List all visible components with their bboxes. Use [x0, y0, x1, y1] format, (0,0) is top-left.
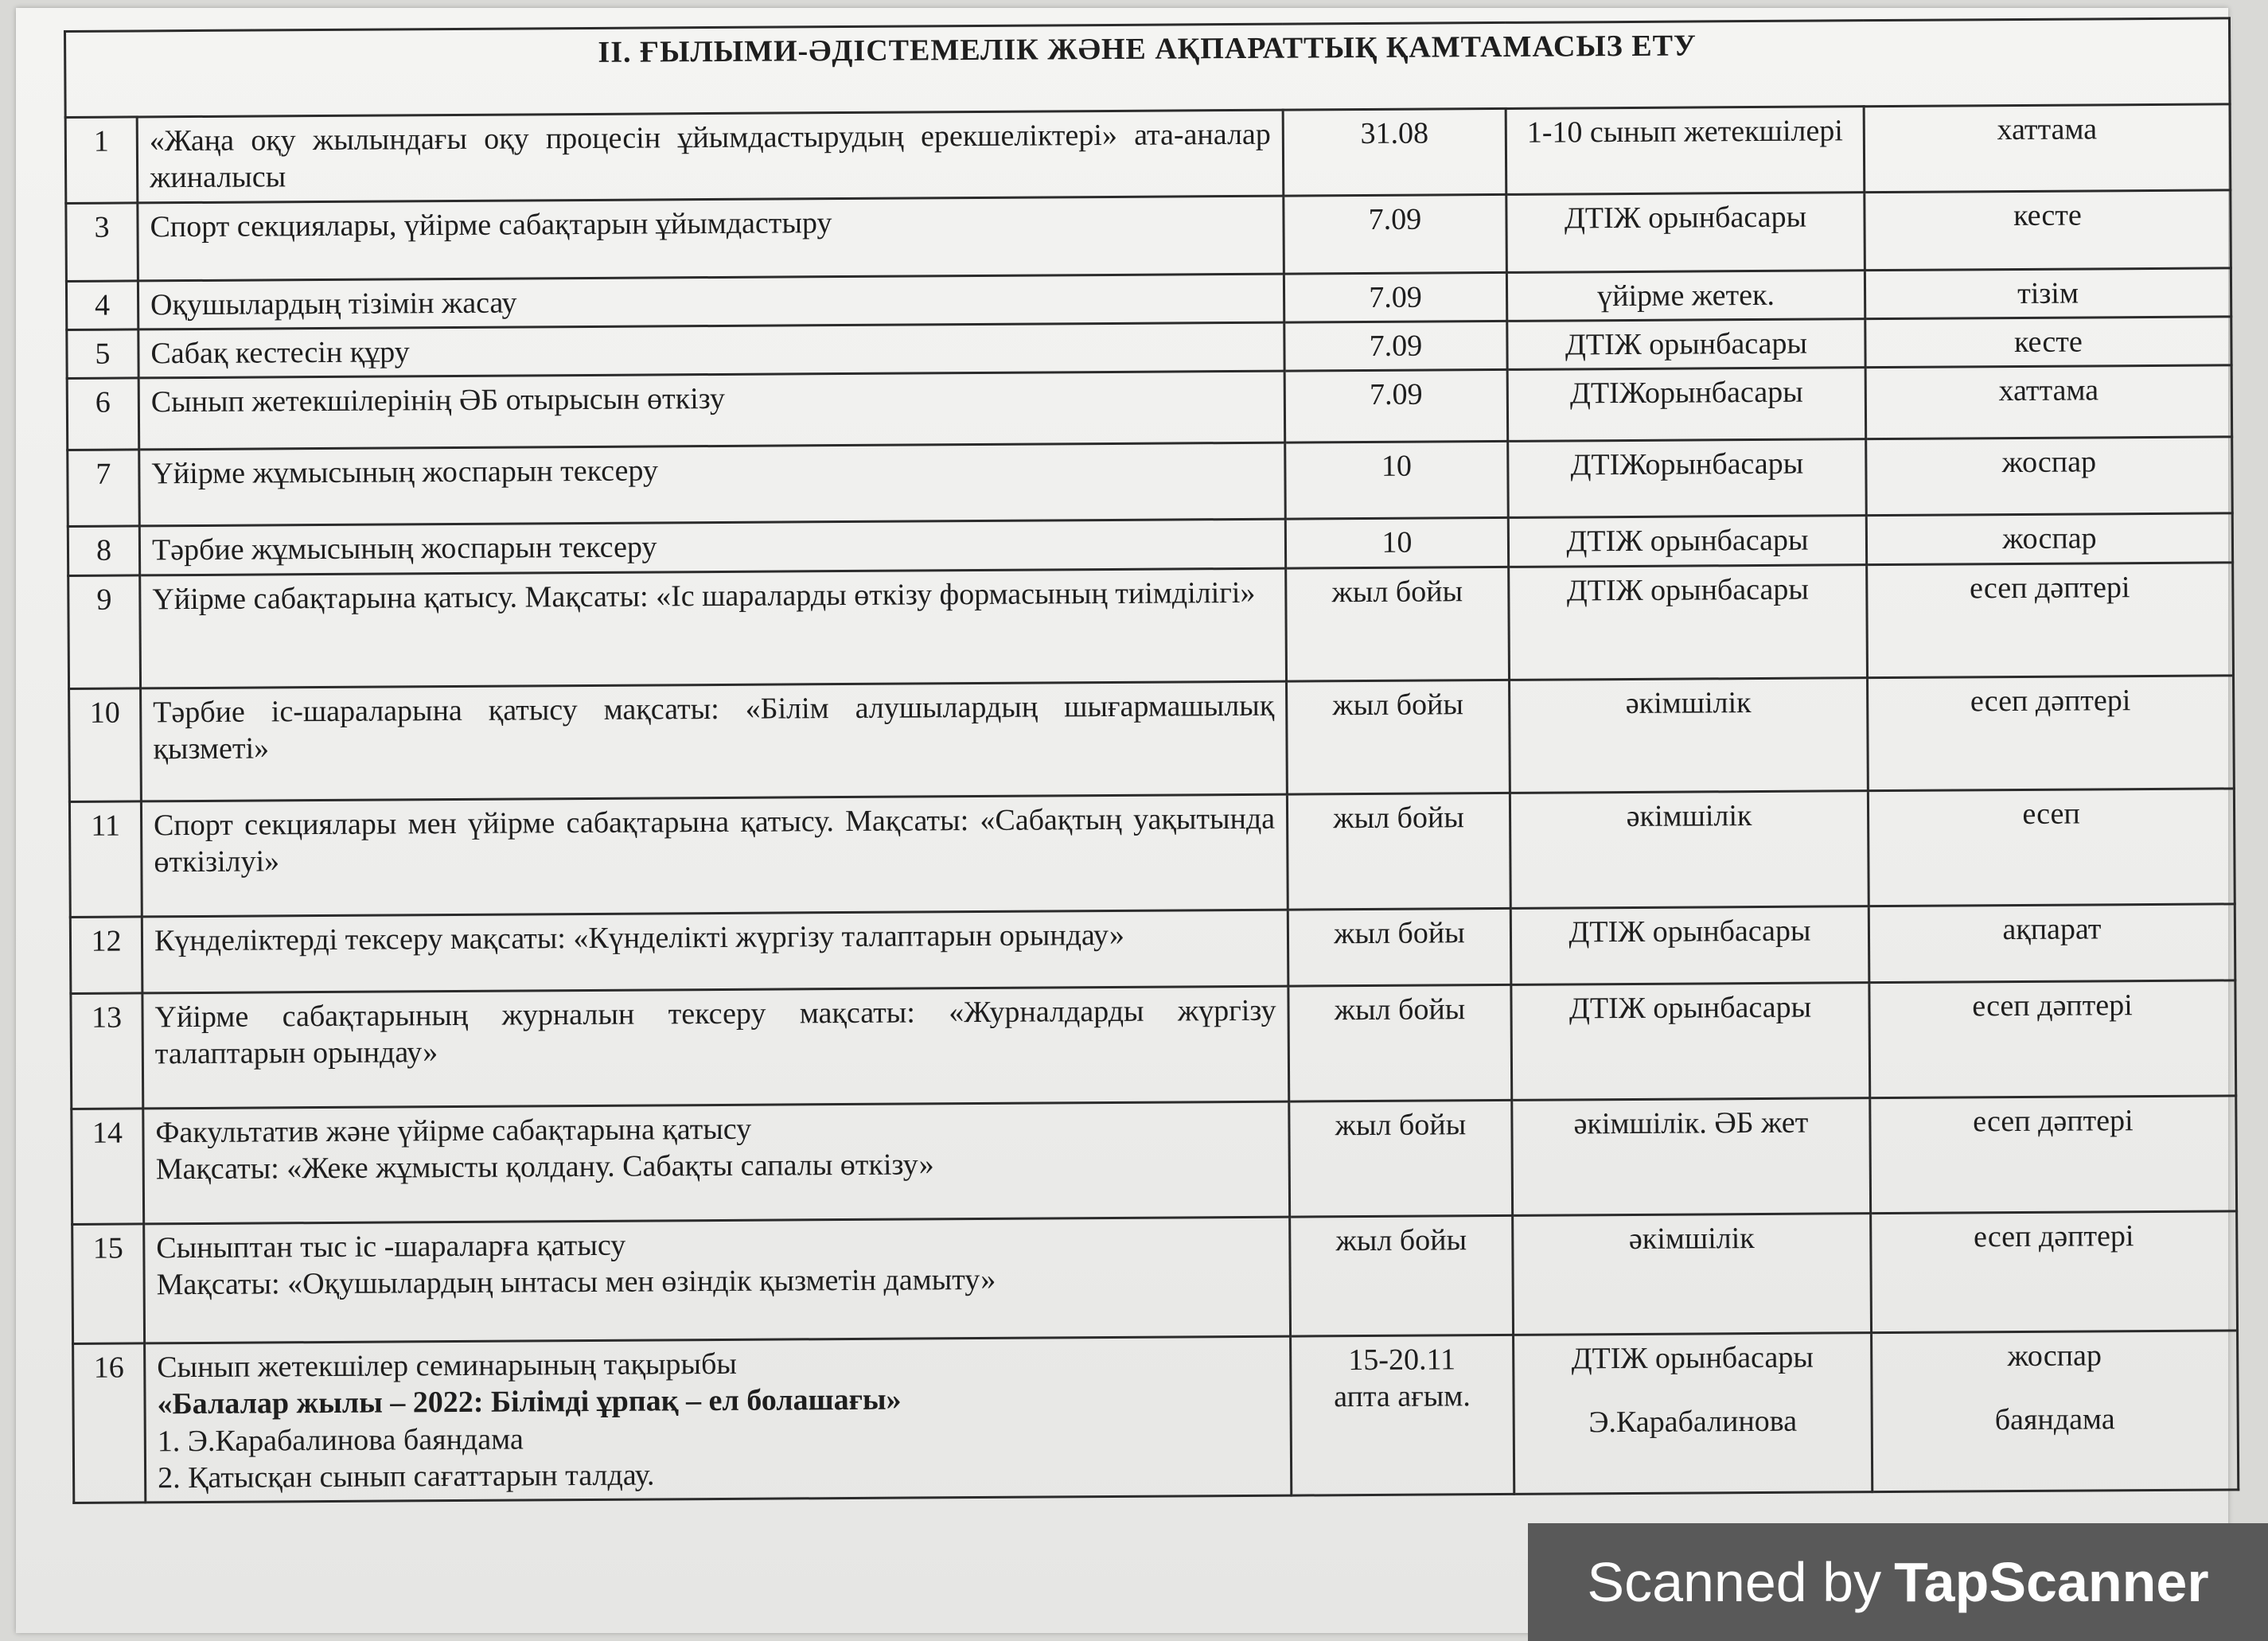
- row-number: 13: [71, 993, 143, 1109]
- row-number: 3: [66, 203, 138, 282]
- completion-form: есеп: [1868, 789, 2235, 906]
- responsible: 1-10 сынып жетекшілері: [1506, 107, 1865, 194]
- event-goal: Мақсаты: «Жеке жұмысты қолдану. Сабақты сапалы өткізу»: [155, 1148, 934, 1187]
- event-date: жыл бойы: [1289, 1100, 1513, 1217]
- completion-form: есеп дәптері: [1871, 1211, 2238, 1333]
- completion-form: жоспар: [1866, 513, 2232, 564]
- event-text: Күнделіктерді тексеру мақсаты: «Күнделікті жүргізу талаптарын орындау»: [142, 910, 1288, 993]
- table-row: [68, 437, 2233, 527]
- responsible: ДТІЖ орынбасары: [1506, 192, 1865, 272]
- responsible: әкімшілік: [1510, 790, 1869, 908]
- scanned-page: [16, 8, 2228, 1633]
- seminar-item-2: 2. Қатысқан сынып сағаттарын талдау.: [157, 1458, 655, 1495]
- responsible: ДТІЖ орынбасары: [1511, 982, 1870, 1100]
- event-text: Тәрбие іс-шараларына қатысу мақсаты: «Білім алушылардың шығармашылық қызметі»: [141, 681, 1288, 801]
- table-row: [72, 1211, 2238, 1344]
- completion-form: есеп дәптері: [1869, 980, 2236, 1098]
- row-number: 16: [73, 1343, 146, 1503]
- responsible: әкімшілік. ӘБ жет: [1512, 1097, 1871, 1215]
- watermark-prefix: Scanned by: [1587, 1551, 1882, 1613]
- completion-form: жоспар: [1866, 437, 2233, 516]
- responsible: ДТІЖ орынбасары: [1509, 564, 1868, 680]
- row-number: 12: [70, 917, 142, 994]
- responsible: үйірме жетек.: [1506, 270, 1865, 321]
- responsible: ДТІЖорынбасары: [1507, 368, 1866, 442]
- event-text: Тәрбие жұмысының жоспарын тексеру: [139, 520, 1285, 575]
- section-header-row: [65, 18, 2231, 118]
- table-row: [66, 190, 2231, 282]
- row-number: 1: [65, 117, 138, 203]
- event-date: 31.08: [1283, 108, 1506, 195]
- row-number: 11: [69, 801, 142, 918]
- responsible-primary: ДТІЖ орынбасары: [1571, 1340, 1814, 1376]
- table-row: [69, 676, 2235, 802]
- responsible: ДТІЖ орынбасары: [1508, 516, 1866, 567]
- event-goal: Мақсаты: «Оқушылардың ынтасы мен өзіндік қызметін дамыту»: [156, 1263, 996, 1302]
- row-number: 9: [68, 575, 141, 689]
- event-line: Сыныптан тыс іс -шараларға қатысу: [156, 1228, 626, 1265]
- event-date: 7.09: [1284, 322, 1507, 372]
- plan-table: [64, 17, 2239, 1504]
- form-primary: жоспар: [2007, 1339, 2102, 1373]
- table-row: [67, 365, 2231, 450]
- table-row: [68, 563, 2234, 689]
- row-number: 10: [69, 688, 142, 802]
- table-row: [71, 980, 2236, 1109]
- scanner-watermark: [1528, 1523, 2268, 1641]
- table-row: [72, 1096, 2237, 1225]
- responsible: ДТІЖ орынбасары: [1507, 319, 1865, 370]
- event-date: 10: [1285, 518, 1508, 568]
- completion-form: тізім: [1865, 268, 2231, 319]
- event-text: Спорт секциялары, үйірме сабақтарын ұйымдастыру: [138, 196, 1284, 281]
- completion-form: хаттама: [1864, 104, 2231, 193]
- table-row: [65, 104, 2231, 203]
- event-text: Үйірме сабақтарына қатысу. Мақсаты: «Іс шараларды өткізу формасының тиімділігі»: [140, 568, 1287, 688]
- row-number: 5: [67, 329, 138, 379]
- event-text: Үйірме жұмысының жоспарын тексеру: [139, 443, 1286, 527]
- row-number: 4: [66, 281, 138, 330]
- event-text: [143, 1101, 1290, 1224]
- event-date: жыл бойы: [1287, 680, 1510, 794]
- event-text: Оқушылардың тізімін жасау: [138, 274, 1284, 329]
- completion-form: [1872, 1331, 2239, 1492]
- responsible: әкімшілік: [1510, 677, 1869, 793]
- event-text: Сынып жетекшілерінің ӘБ отырысын өткізу: [138, 372, 1285, 450]
- completion-form: есеп дәптері: [1870, 1096, 2237, 1214]
- event-text: Спорт секциялары мен үйірме сабақтарына қатысу. Мақсаты: «Сабақтың уақытында өткізілуі»: [141, 794, 1288, 917]
- event-date: 7.09: [1284, 272, 1506, 322]
- completion-form: есеп дәптері: [1867, 563, 2234, 678]
- seminar-theme: «Балалар жылы – 2022: Білімді ұрпақ – ел болашағы»: [157, 1382, 902, 1421]
- seminar-item-1: 1. Э.Карабалинова баяндама: [157, 1422, 524, 1458]
- row-number: 6: [67, 378, 139, 450]
- completion-form: ақпарат: [1869, 904, 2235, 983]
- event-text: «Жаңа оқу жылындағы оқу процесін ұйымдастырудың ерекшеліктері» ата-аналар жиналысы: [137, 110, 1284, 203]
- event-text: [144, 1217, 1291, 1343]
- responsible: [1514, 1332, 1872, 1494]
- event-text: [145, 1336, 1292, 1503]
- responsible-speaker: Э.Карабалинова: [1588, 1404, 1798, 1440]
- completion-form: кесте: [1865, 317, 2231, 368]
- event-date: жыл бойы: [1288, 984, 1512, 1101]
- row-number: 15: [72, 1224, 145, 1344]
- responsible: әкімшілік: [1513, 1213, 1872, 1335]
- event-line: Факультатив және үйірме сабақтарына қатысу: [155, 1112, 752, 1150]
- completion-form: кесте: [1865, 190, 2231, 271]
- event-date: 10: [1285, 442, 1509, 520]
- responsible: ДТІЖ орынбасары: [1510, 906, 1869, 984]
- section-title: II. ҒЫЛЫМИ-ӘДІСТЕМЕЛІК ЖӘНЕ АҚПАРАТТЫҚ ҚАМТАМАСЫЗ ЕТУ: [65, 18, 2231, 118]
- event-date: [1291, 1335, 1514, 1495]
- seminar-topic-label: Сынып жетекшілер семинарының тақырыбы: [157, 1347, 738, 1385]
- completion-form: есеп дәптері: [1868, 676, 2235, 791]
- responsible: ДТІЖорынбасары: [1508, 439, 1867, 518]
- event-date: 7.09: [1284, 370, 1508, 443]
- form-secondary: баяндама: [1994, 1402, 2115, 1437]
- event-text: Үйірме сабақтарының журналын тексеру мақсаты: «Журналдарды жүргізу талаптарын орындау»: [142, 986, 1289, 1109]
- row-number: 7: [68, 450, 140, 527]
- event-date: 7.09: [1284, 194, 1507, 274]
- date-range: 15-20.11: [1348, 1343, 1456, 1377]
- table-row: [70, 904, 2235, 994]
- event-date: жыл бойы: [1287, 793, 1510, 910]
- date-note: апта ағым.: [1334, 1379, 1471, 1414]
- watermark-brand: TapScanner: [1894, 1551, 2209, 1613]
- event-date: жыл бойы: [1290, 1215, 1514, 1336]
- table-row: [69, 789, 2235, 918]
- completion-form: хаттама: [1865, 365, 2232, 439]
- event-date: жыл бойы: [1286, 567, 1510, 681]
- row-number: 8: [68, 526, 139, 575]
- event-date: жыл бойы: [1288, 908, 1511, 986]
- event-text: Сабақ кестесін құру: [138, 322, 1284, 378]
- table-row: [73, 1331, 2239, 1503]
- row-number: 14: [72, 1109, 144, 1225]
